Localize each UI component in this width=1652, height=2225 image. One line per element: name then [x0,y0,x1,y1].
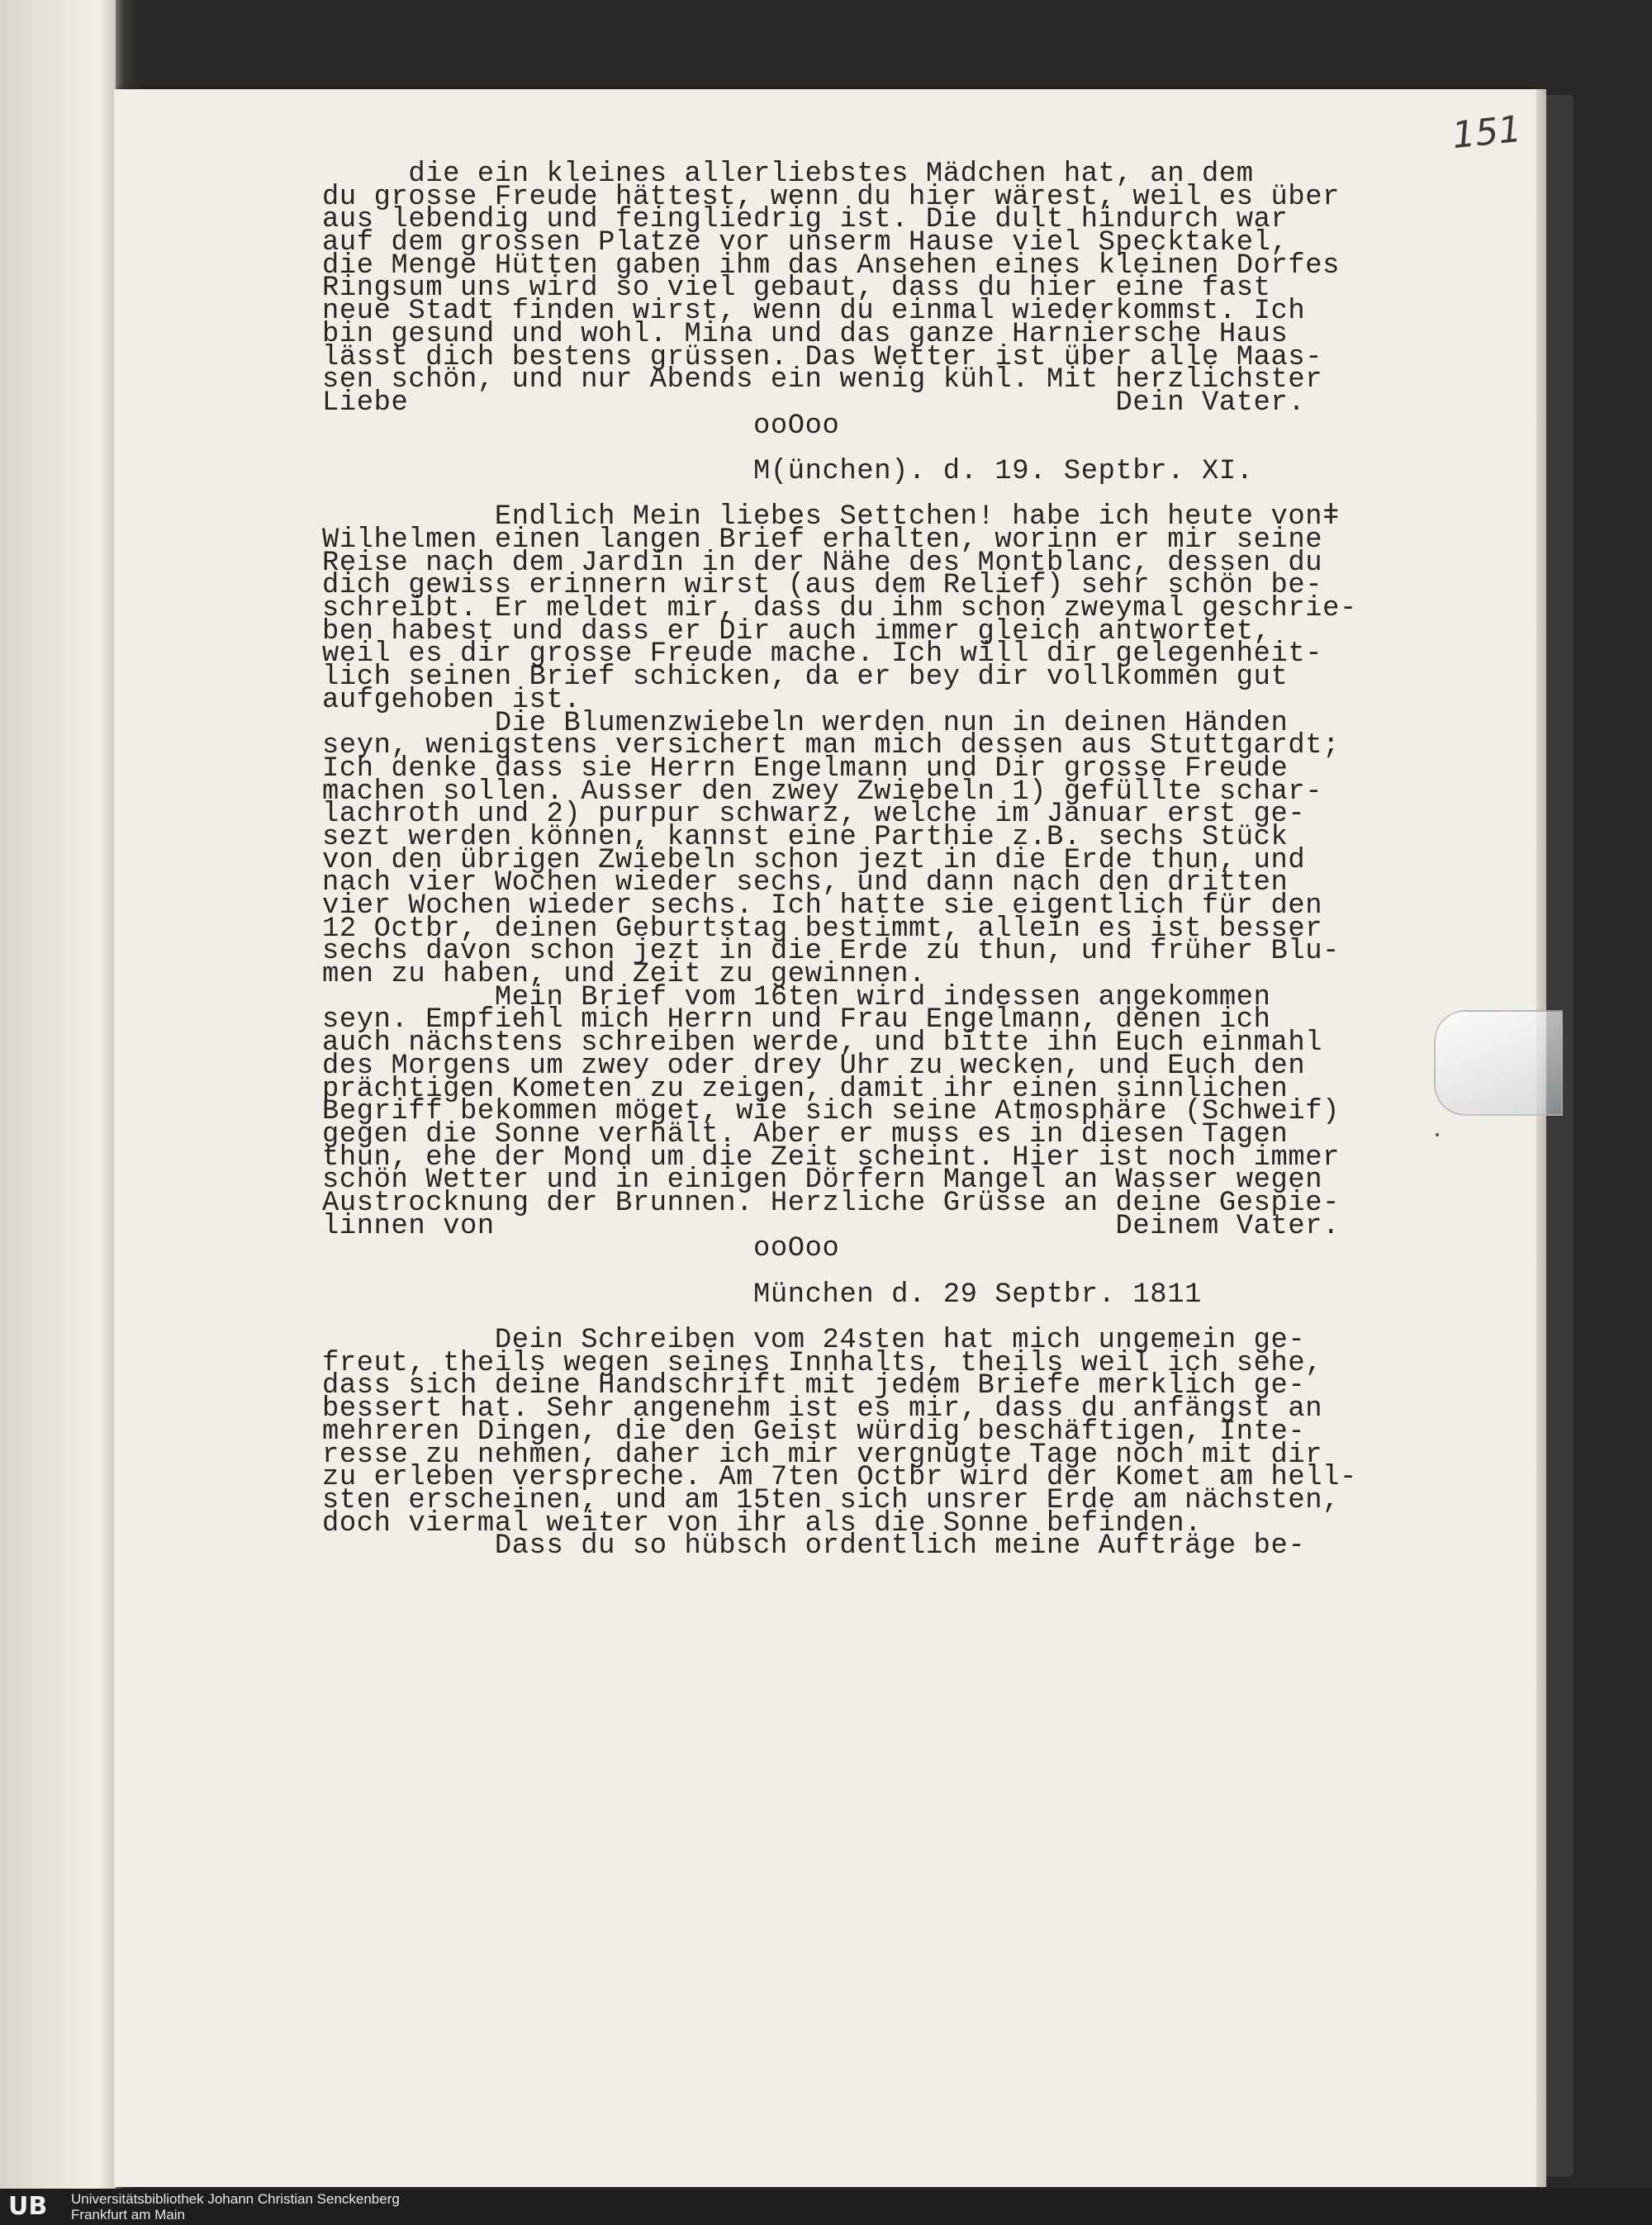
text-line: machen sollen. Ausser den zwey Zwiebeln 1) gefüllte schar- [322,776,1323,808]
footer-bar [0,2189,1652,2225]
text-line: ben habest und dass er Dir auch immer gleich antwortet, [322,615,1271,648]
text-line: seyn. Empfiehl mich Herrn und Frau Engelmann, denen ich [322,1004,1271,1037]
ink-mark [1436,1133,1439,1136]
text-line: Wilhelmen einen langen Brief erhalten, worinn er mir seine [322,524,1323,556]
facing-page [0,0,116,2189]
text-line: sen schön, und nur Abends ein wenig kühl. Mit herzlichster [322,364,1323,396]
text-line: M(ünchen). d. 19. Septbr. XI. [322,455,1254,487]
text-line: ooOoo [322,410,840,442]
text-line: Mein Brief vom 16ten wird indessen angekommen [322,981,1271,1013]
text-line: Die Blumenzwiebeln werden nun in deinen Händen [322,707,1289,739]
text-line: Ich denke dass sie Herrn Engelmann und Dir grosse Freude [322,752,1289,785]
text-line: zu erleben verspreche. Am 7ten Octbr wird der Komet am hell- [322,1462,1357,1494]
text-line: prächtigen Kometen zu zeigen, damit ihr einen sinnlichen [322,1073,1289,1105]
text-line: doch viermal weiter von ihr als die Sonne befinden. [322,1507,1202,1539]
text-line: Dass du so hübsch ordentlich meine Aufträge be- [322,1530,1306,1563]
text-line: sechs davon schon jezt in die Erde zu thun, und früher Blu- [322,936,1341,968]
text-line: neue Stadt finden wirst, wenn du einmal wiederkommst. Ich [322,296,1306,328]
text-line: lich seinen Brief schicken, da er bey dir vollkommen gut [322,662,1289,694]
text-line: aufgehoben ist. [322,684,582,716]
text-line: des Morgens um zwey oder drey Uhr zu wecken, und Euch den [322,1050,1306,1082]
text-line: vier Wochen wieder sechs. Ich hatte sie eigentlich für den [322,890,1323,922]
text-line: men zu haben, und Zeit zu gewinnen. [322,959,926,991]
plastic-page-tab [1434,1010,1563,1116]
text-line: schön Wetter und in einigen Dörfern Mangel an Wasser wegen [322,1165,1323,1197]
text-line: linnen von Deinem Vater. [322,1210,1341,1242]
ub-logo: UB [8,2192,48,2221]
text-line: lässt dich bestens grüssen. Das Wetter ist über alle Maas- [322,341,1323,373]
text-line: bin gesund und wohl. Mina und das ganze Harniersche Haus [322,318,1289,350]
text-line: gegen die Sonne verhält. Aber er muss es in diesen Tagen [322,1118,1289,1150]
text-line: du grosse Freude hättest, wenn du hier wärest, weil es über [322,181,1341,213]
text-line: die Menge Hütten gaben ihm das Ansehen eines kleinen Dorfes [322,249,1341,282]
text-line: Reise nach dem Jardin in der Nähe des Montblanc, dessen du [322,547,1323,579]
text-line: von den übrigen Zwiebeln schon jezt in die Erde thun, und [322,844,1306,876]
institution-name: Universitätsbibliothek Johann Christian Senckenberg [71,2191,400,2207]
text-line: Austrocknung der Brunnen. Herzliche Grüsse an deine Gespie- [322,1187,1341,1219]
text-line: lachroth und 2) purpur schwarz, welche im Januar erst ge- [322,799,1306,831]
text-line: mehreren Dingen, die den Geist würdig beschäftigen, Inte- [322,1416,1306,1448]
text-line: Endlich Mein liebes Settchen! habe ich heute vonǂ [322,501,1341,534]
text-line: schreibt. Er meldet mir, dass du ihm schon zweymal geschrie- [322,593,1357,625]
text-line: freut, theils wegen seines Innhalts, theils weil ich sehe, [322,1347,1323,1379]
text-line: dich gewiss erinnern wirst (aus dem Relief) sehr schön be- [322,570,1323,602]
text-line: weil es dir grosse Freude mache. Ich will dir gelegenheit- [322,638,1323,671]
text-line: resse zu nehmen, daher ich mir vergnügte Tage noch mit dir [322,1439,1323,1471]
text-line: sezt werden können, kannst eine Parthie z.B. sechs Stück [322,821,1289,853]
institution-city: Frankfurt am Main [71,2207,185,2223]
text-line: ooOoo [322,1233,840,1265]
text-line: München d. 29 Septbr. 1811 [322,1279,1202,1311]
text-line: 12 Octbr, deinen Geburtstag bestimmt, allein es ist besser [322,913,1323,945]
text-line: bessert hat. Sehr angenehm ist es mir, dass du anfängst an [322,1393,1323,1426]
text-line: dass sich deine Handschrift mit jedem Briefe merklich ge- [322,1370,1306,1402]
text-line: sten erscheinen, und am 15ten sich unsrer Erde am nächsten, [322,1484,1341,1516]
text-line: thun, ehe der Mond um die Zeit scheint. Hier ist noch immer [322,1141,1341,1174]
text-line: Dein Schreiben vom 24sten hat mich ungemein ge- [322,1325,1306,1357]
text-line: Liebe Dein Vater. [322,387,1306,419]
text-line: die ein kleines allerliebstes Mädchen hat, an dem [322,159,1254,190]
text-line: auf dem grossen Platze vor unserm Hause viel Specktakel, [322,227,1289,259]
page-number: 151 [1450,107,1524,158]
text-line: auch nächstens schreiben werde, und bitte ihn Euch einmahl [322,1027,1323,1060]
text-line: seyn, wenigstens versichert man mich dessen aus Stuttgardt; [322,730,1341,762]
text-line: nach vier Wochen wieder sechs, und dann nach den dritten [322,867,1289,899]
text-line: Ringsum uns wird so viel gebaut, dass du hier eine fast [322,273,1271,305]
letter-text [322,159,1446,1563]
text-line: aus lebendig und feingliedrig ist. Die dult hindurch war [322,204,1289,236]
page-edge [1536,89,1546,2187]
text-line: Begriff bekommen möget, wie sich seine Atmosphäre (Schweif) [322,1096,1341,1128]
institution-text [71,2191,400,2223]
